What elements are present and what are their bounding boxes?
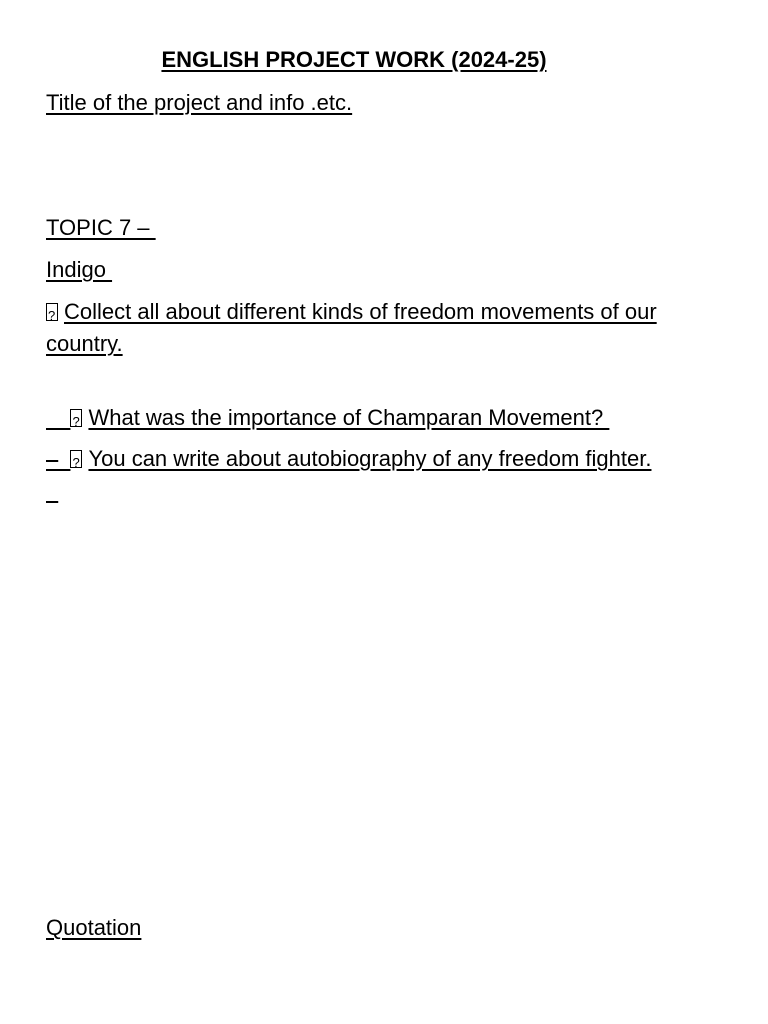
bullet-text: Collect all about different kinds of freedom movements of our country. <box>46 299 657 356</box>
bullet-glyph-icon <box>46 303 58 321</box>
topic-heading: TOPIC 7 – <box>46 215 156 240</box>
bullet-item <box>46 411 651 507</box>
bullet-glyph-icon <box>70 450 82 468</box>
quotation-label: Quotation <box>46 915 142 940</box>
subtitle: Title of the project and info .etc. <box>46 90 353 115</box>
bullet-text: You can write about autobiography of any freedom fighter. <box>88 446 652 471</box>
page-title: ENGLISH PROJECT WORK (2024-25) <box>161 47 547 72</box>
chapter-name: Indigo <box>46 257 113 282</box>
bullet-text: What was the importance of Champaran Movement? <box>88 405 610 430</box>
bullet-item <box>46 296 726 360</box>
